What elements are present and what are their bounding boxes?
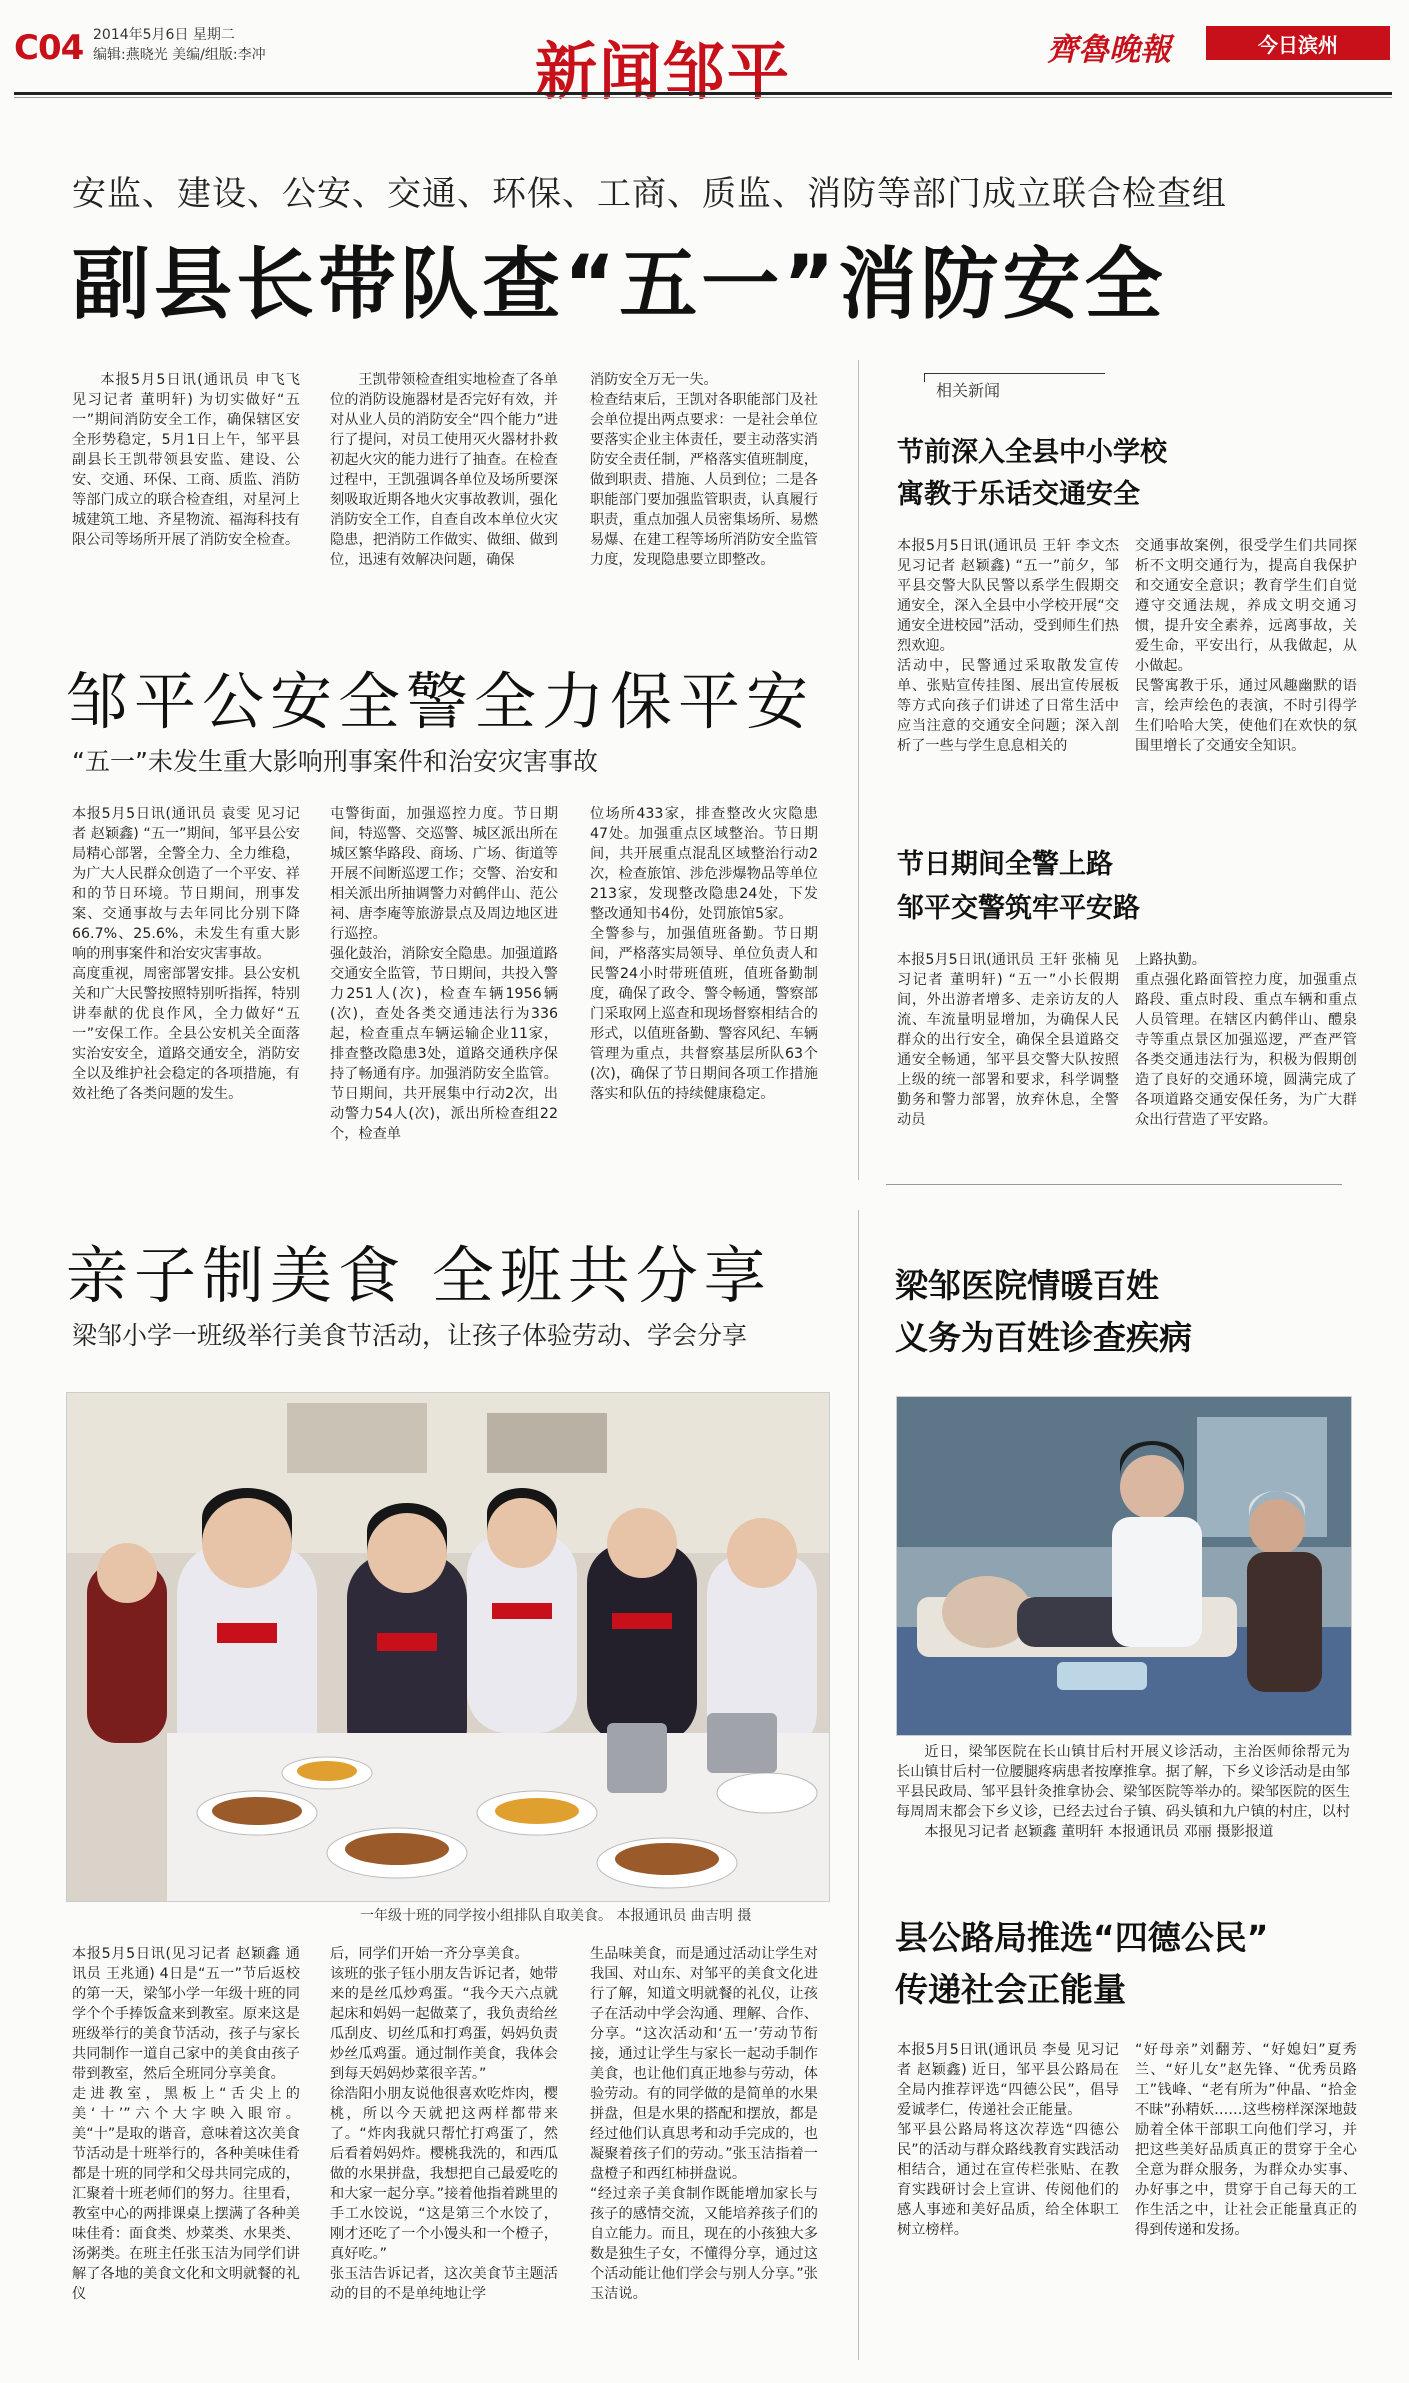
story5-col1-text: 本报5月5日讯(通讯员 李曼 见习记者 赵颖鑫) 近日，邹平县公路局在全局内推荐评选“四德公民”，倡导爱诚孝仁，传递社会正能量。 邹平县公路局将这次荐选“四德公民”的活动与群众路线教育实践活动相结合，通过在宣传栏张贴、在教育实践研讨会上宣讲、传阅他们的感人事迹和美好品质，给全体职工树立榜样。 <box>897 2042 1119 2238</box>
story1-col1-text: 本报5月5日讯(通讯员 申飞飞 见习记者 董明轩) 为切实做好“五一”期间消防安全工作，确保辖区安全形势稳定，5月1日上午，邹平县副县长王凯带领县安监、建设、公安、交通、环保、工商、质监、消防等部门成立的联合检查组，对星河上城建筑工地、齐星物流、福海科技有限公司等场所开展了消防安全检查。 <box>72 372 300 548</box>
classroom-photo-image <box>67 1393 829 1901</box>
date-line: 2014年5月6日 星期二 <box>93 27 235 43</box>
sidebar-item2-title-line1: 节日期间全警上路 <box>897 849 1113 880</box>
column-divider <box>858 360 859 1180</box>
paper-logo: 齊魯晚報 <box>1047 32 1171 68</box>
masthead-rule <box>14 92 1392 95</box>
story4-credit-text: 本报见习记者 赵颖鑫 董明轩 本报通讯员 邓丽 摄影报道 <box>924 1824 1274 1840</box>
story3-col3-text: 生品味美食，而是通过活动让学生对我国、对山东、对邹平的美食文化进行了解，知道文明就餐的礼仪，让孩子在活动中学会沟通、理解、合作、分享。“这次活动和‘五一’劳动节衔接，通过让学生与家长一起动手制作美食，也让他们真正地参与劳动，体验劳动。有的同学做的是简单的水果拼盘，但是水果的搭配和摆放，都是经过他们认真思考和动手完成的，也凝聚着孩子们的劳动。”张玉洁指着一盘橙子和西红柿拼盘说。 “经过亲子美食制作既能增加家长与孩子的感情交流，又能培养孩子们的自立能力。而且，现在的小孩独大多数是独生子女，不懂得分享，通过这个活动能让他们学会与别人分享。”张玉洁说。 <box>590 1946 818 2302</box>
story1-col1 <box>72 370 300 596</box>
story5-col2-text: “好母亲”刘翻芳、“好媳妇”夏秀兰、“好儿女”赵先锋、“优秀员路工”钱峰、“老有所为”仲晶、“拾金不昧”孙精妖……这些榜样深深地鼓励着全体干部职工向他们学习，并把这些美好品质真正的贯穿于全心全意为群众服务，为群众办实事、办好事之中，贯穿于自己每天的工作生活之中，让社会正能量真正的得到传递和发扬。 <box>1135 2042 1357 2238</box>
sidebar-item2-title-line2: 邹平交警筑牢平安路 <box>897 893 1140 924</box>
story5-col1 <box>897 2040 1119 2370</box>
story3-headline: 亲子制美食 全班共分享 <box>66 1239 772 1312</box>
clinic-photo <box>896 1396 1352 1736</box>
story2-col2-text: 屯警街面，加强巡控力度。节日期间，特巡警、交巡警、城区派出所在城区繁华路段、商场、广场、街道等开展不间断巡逻工作；交警、治安和相关派出所抽调警力对鹤伴山、范公祠、唐李庵等旅游景点及周边地区进行巡控。 强化鼓治，消除安全隐患。加强道路交通安全监管，节日期间，共投入警力251人(次)，检查车辆1956辆(次)，查处各类交通违法行为336起，检查重点车辆运输企业11家，排查整改隐患3处，道路交通秩序保持了畅通有序。加强消防安全监管。节日期间，共开展集中行动2次，出动警力54人(次)，派出所检查组22个，检查单 <box>330 806 558 1142</box>
story5-col2 <box>1135 2040 1357 2370</box>
story5-title-line1: 县公路局推选“四德公民” <box>895 1918 1269 1957</box>
story2-col3 <box>590 804 818 1160</box>
story1-headline: 副县长带队查“五一”消防安全 <box>72 240 1167 330</box>
story4-body <box>896 1742 1350 1820</box>
classroom-photo <box>66 1392 830 1902</box>
sidebar-item1-title-line1: 节前深入全县中小学校 <box>897 437 1167 468</box>
sidebar-item1-col1 <box>897 536 1119 812</box>
sidebar-item2-col1-text: 本报5月5日讯(通讯员 王轩 张楠 见习记者 董明轩) “五一”小长假期间，外出游者增多、走亲访友的人流、车流量明显增加，为确保人民群众的出行安全，确保全县道路交通安全畅通，邹平县交警大队按照上级的统一部署和要求，科学调整勤务和警力部署，放弃休息，全警动员 <box>897 952 1119 1128</box>
masthead-thin-rule <box>14 97 1392 98</box>
story2-headline: 邹平公安全警全力保平安 <box>66 665 815 738</box>
story3-col2 <box>330 1944 558 2368</box>
story4-body-text: 近日，梁邹医院在长山镇甘后村开展义诊活动，主治医师徐帮元为长山镇甘后村一位腰腿疼病患者按摩推拿。据了解，下乡义诊活动是由邹平县民政局、邹平县针灸推拿协会、梁邹医院等举办的。梁邹医院的医生每周周末都会下乡义诊，已经去过台子镇、码头镇和九户镇的村庄，以村 <box>896 1744 1350 1820</box>
sidebar-item2-col2 <box>1135 950 1357 1168</box>
sidebar-bottom-rule <box>886 1184 1342 1185</box>
sidebar-item1-title-line2: 寓教于乐话交通安全 <box>897 479 1140 510</box>
clinic-photo-image <box>897 1397 1351 1735</box>
column-divider-lower <box>858 1210 859 2360</box>
story2-col2 <box>330 804 558 1160</box>
story5-title-line2: 传递社会正能量 <box>895 1970 1126 2009</box>
story2-col1 <box>72 804 300 1160</box>
story1-col3-text: 消防安全万无一失。 检查结束后，王凯对各职能部门及社会单位提出两点要求：一是社会单位要落实企业主体责任，要主动落实消防安全责任制，严格落实值班制度，做到职责、措施、人员到位；二是各职能部门要加强监管职责，认真履行职责，重点加强人员密集场所、易燃易爆、在建工程等场所消防安全监管力度，发现隐患要立即整改。 <box>590 372 818 568</box>
story2-col3-text: 位场所433家，排查整改火灾隐患47处。加强重点区域整治。节日期间，共开展重点混乱区域整治行动2次，检查旅馆、涉危涉爆物品等单位213家，发现整改隐患24处，下发整改通知书4份，处罚旅馆5家。 全警参与，加强值班备勤。节日期间，严格落实局领导、单位负责人和民警24小时带班值班，值班备勤制度，确保了政令、警令畅通，警察部门采取网上巡查和现场督察相结合的形式，以值班备勤、警容风纪、车辆管理为重点，共督察基层所队63个(次)，确保了节日期间各项工作措施落实和队伍的持续健康稳定。 <box>590 806 818 1102</box>
story2-col1-text: 本报5月5日讯(通讯员 袁雯 见习记者 赵颖鑫) “五一”期间，邹平县公安局精心部署，全警全力、全力维稳，为广大人民群众创造了一个平安、祥和的节日环境。节日期间，刑事发案、交通事故与去年同比分别下降66.7%、25.6%，未发生有重大影响的刑事案件和治安灾害事故。 高度重视，周密部署安排。县公安机关和广大民警按照特别听指挥，特别讲奉献的优良作风，全力做好“五一”安保工作。全县公安机关全面落实治安安全，道路交通安全，消防安全以及维护社会稳定的各项措施，有效社绝了各类问题的发生。 <box>72 806 300 1102</box>
story3-col1 <box>72 1944 300 2368</box>
story3-subheadline: 梁邹小学一班级举行美食节活动，让孩子体验劳动、学会分享 <box>72 1321 748 1350</box>
story4-credit <box>896 1822 1350 1864</box>
story3-col3 <box>590 1944 818 2368</box>
classroom-photo-caption: 一年级十班的同学按小组排队自取美食。 本报通讯员 曲吉明 摄 <box>360 1908 752 1924</box>
story2-subheadline: “五一”未发生重大影响刑事案件和治安灾害事故 <box>72 747 598 776</box>
sidebar-item2-col1 <box>897 950 1119 1168</box>
story1-col3 <box>590 370 818 596</box>
region-tag: 今日滨州 <box>1206 26 1390 60</box>
page-number: C04 <box>14 28 84 68</box>
story3-col1-text: 本报5月5日讯(见习记者 赵颖鑫 通讯员 王兆通) 4日是“五一”节后返校的第一天，梁邹小学一年级十班的同学个个手捧饭盒来到教室。原来这是班级举行的美食节活动，孩子与家长共同制作一道自己家中的美食由孩子带到教室，然后全班同分享美食。 走进教室，黑板上“舌尖上的美‘十’”六个大字映入眼帘。美“十”是取的谐音，意味着这次美食节活动是十班举行的，各种美味佳肴都是十班的同学和父母共同完成的，汇聚着十班老师们的努力。往里看，教室中心的两排课桌上摆满了各种美味佳肴：面食类、炒菜类、水果类、汤粥类。在班主任张玉洁为同学们讲解了各地的美食文化和文明就餐的礼仪 <box>72 1946 300 2302</box>
editor-line: 编辑:燕晓光 美编/组版:李冲 <box>93 47 266 63</box>
sidebar-item1-col2-text: 交通事故案例，很受学生们共同探析不文明交通行为，提高自我保护和交通安全意识；教育学生们自觉遵守交通法规，养成文明交通习惯，提升安全素养，远离事故，关爱生命，平安出行，从我做起，从小做起。 民警寓教于乐，通过风趣幽默的语言，绘声绘色的表演，不时引得学生们哈哈大笑，使他们在欢快的氛围里增长了交通安全知识。 <box>1135 538 1357 754</box>
section-title: 新闻邹平 <box>535 35 792 108</box>
sidebar-item1-col2 <box>1135 536 1357 812</box>
story1-kicker: 安监、建设、公安、交通、环保、工商、质监、消防等部门成立联合检查组 <box>72 174 1227 214</box>
related-news-label: 相关新闻 <box>936 381 1001 400</box>
story1-col2 <box>330 370 558 596</box>
story1-col2-text: 王凯带领检查组实地检查了各单位的消防设施器材是否完好有效，并对从业人员的消防安全“四个能力”进行了提问，对员工使用灭火器材扑救初起火灾的能力进行了抽查。在检查过程中，王凯强调各单位及场所要深刻吸取近期各地火灾事故教训，强化消防安全工作，自查自改本单位火灾隐患，把消防工作做实、做细、做到位，迅速有效解决问题，确保 <box>330 372 558 568</box>
story4-title-line2: 义务为百姓诊查疾病 <box>895 1318 1192 1357</box>
sidebar-item1-col1-text: 本报5月5日讯(通讯员 王轩 李文杰 见习记者 赵颖鑫) “五一”前夕，邹平县交警大队民警以系学生假期交通安全，深入全县中小学校开展“交通安全进校园”活动，受到师生们热烈欢迎。 活动中，民警通过采取散发宣传单、张贴宣传挂图、展出宣传展板等方式向孩子们讲述了日常生活中应当注意的交通安全问题；深入剖析了一些与学生息息相关的 <box>897 538 1119 754</box>
story3-col2-text: 后，同学们开始一齐分享美食。 该班的张子钰小朋友告诉记者，她带来的是丝瓜炒鸡蛋。“我今天六点就起床和妈妈一起做菜了，我负责给丝瓜刮皮、切丝瓜和打鸡蛋，妈妈负责炒丝瓜鸡蛋。通过制作美食，我体会到每天妈妈炒菜很辛苦。” 徐浩阳小朋友说他很喜欢吃炸肉，樱桃，所以今天就把这两样都带来了。“炸肉我就只帮忙打鸡蛋了，然后看着妈妈炸。樱桃我洗的，和西瓜做的水果拼盘，我想把自己最爱吃的和大家一起分享。”接着他指着跳里的手工水饺说，“这是第三个水饺了，刚才还吃了一个小馒头和一个橙子，真好吃。” 张玉洁告诉记者，这次美食节主题活动的目的不是单纯地让学 <box>330 1946 558 2302</box>
sidebar-item2-col2-text: 上路执勤。 重点强化路面管控力度，加强重点路段、重点时段、重点车辆和重点人员管理。在辖区内鹤伴山、醴泉寺等重点景区加强巡逻，严查严管各类交通违法行为，积极为假期创造了良好的交通环境，圆满完成了各项道路交通安保任务，为广大群众出行营造了平安路。 <box>1135 952 1357 1128</box>
story4-title-line1: 梁邹医院情暖百姓 <box>895 1266 1159 1305</box>
